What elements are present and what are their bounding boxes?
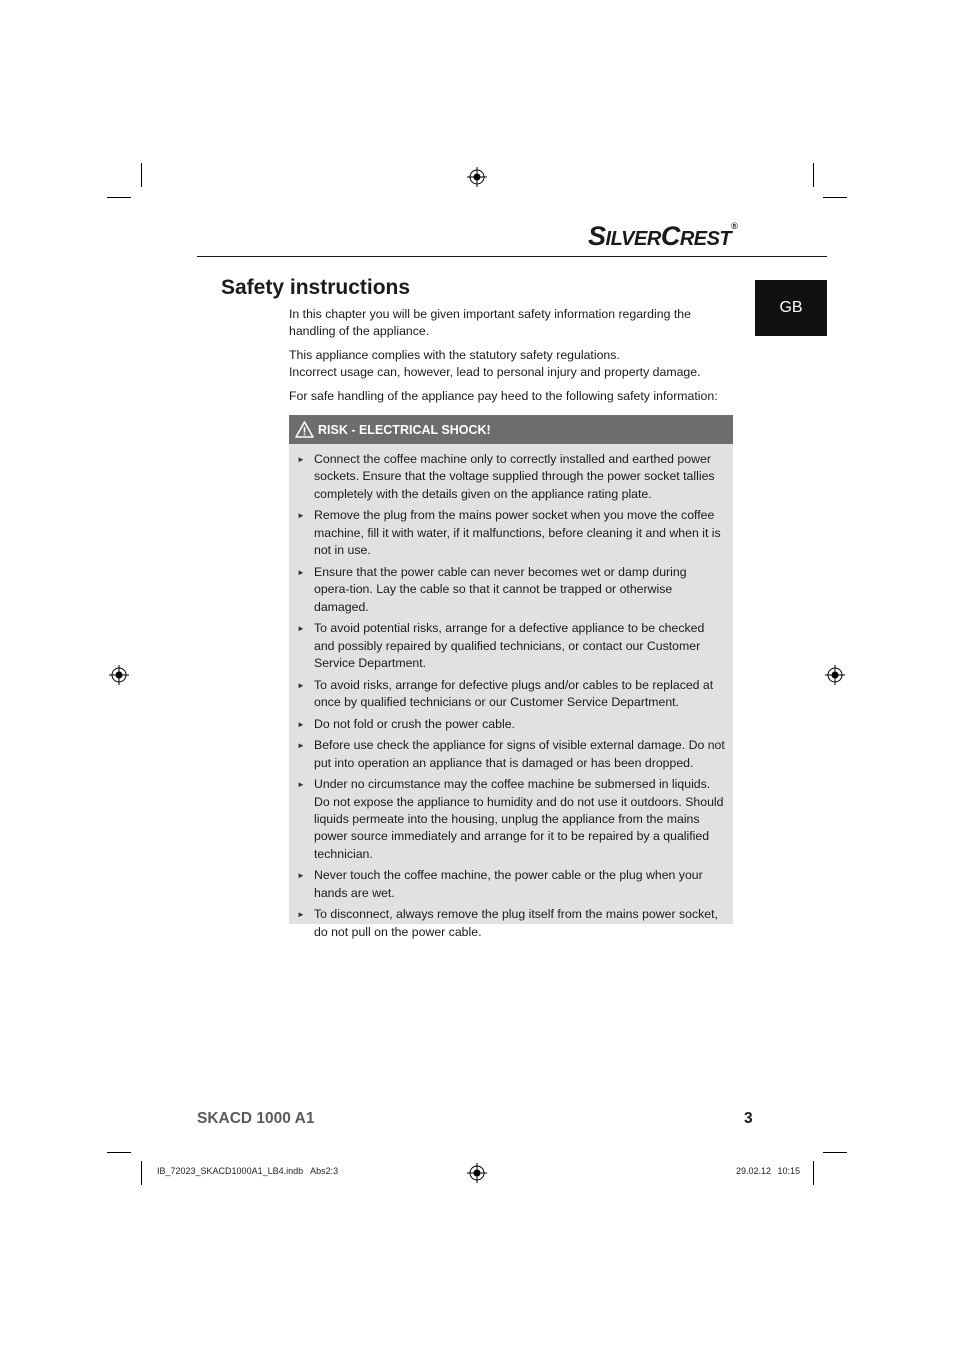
list-item-text: Never touch the coffee machine, the power cable or the plug when your hands are wet.	[314, 868, 703, 900]
crop-mark	[813, 1161, 814, 1185]
page-number: 3	[744, 1110, 753, 1127]
bullet-arrow-icon: ►	[297, 871, 305, 881]
list-item-text: Do not fold or crush the power cable.	[314, 716, 515, 731]
crop-mark	[107, 1152, 131, 1153]
list-item-text: To avoid risks, arrange for defective plugs and/or cables to be replaced at once by qualified technicians or our Customer Service Department.	[314, 677, 714, 710]
bullet-arrow-icon: ►	[297, 624, 305, 634]
crop-mark	[823, 197, 847, 198]
crop-mark	[823, 1152, 847, 1153]
print-slug-file: IB_72023_SKACD1000A1_LB4.indb Abs2:3	[157, 1166, 339, 1176]
list-item	[297, 564, 725, 616]
crop-mark	[141, 163, 142, 187]
list-item-text: Connect the coffee machine only to correctly installed and earthed power sockets. Ensure that the voltage supplied through the power socket tallies completely with the details given on the appliance rating plate.	[314, 452, 715, 501]
bullet-arrow-icon: ►	[297, 910, 305, 920]
warning-heading	[289, 415, 733, 444]
list-item	[297, 620, 725, 672]
page-title: Safety instructions	[221, 276, 411, 299]
registered-mark: ®	[731, 221, 738, 231]
registration-mark-icon	[825, 665, 845, 685]
list-item	[297, 507, 725, 559]
bullet-arrow-icon: ►	[297, 680, 305, 690]
header-rule	[197, 256, 827, 257]
list-item-text: To disconnect, always remove the plug itself from the mains power socket, do not pull on the power cable.	[314, 907, 718, 939]
list-item-text: Under no circumstance may the coffee machine be submersed in liquids. Do not expose the appliance to humidity and do not use it outdoors. Should liquids permeate into the housing, unplug the appliance from the mains power source immediately and arrange for it to be repaired by a qualified technician.	[314, 777, 724, 861]
intro-paragraph: In this chapter you will be given important safety information regarding the handling of the appliance.	[289, 307, 691, 339]
warning-heading-text: RISK - ELECTRICAL SHOCK!	[318, 422, 491, 437]
list-item	[297, 716, 725, 733]
crop-mark	[141, 1161, 142, 1185]
brand-logo	[588, 221, 752, 251]
crop-mark	[107, 197, 131, 198]
registration-mark-icon	[467, 1163, 487, 1183]
list-item-text: Before use check the appliance for signs of visible external damage. Do not put into operation an appliance that is damaged or has been dropped.	[314, 738, 725, 770]
list-item	[297, 677, 725, 712]
list-item-text: Ensure that the power cable can never becomes wet or damp during opera-tion. Lay the cable so that it cannot be trapped or otherwise damaged.	[314, 564, 687, 614]
print-slug-date: 29.02.12 10:15	[736, 1166, 801, 1176]
registration-mark-icon	[109, 665, 129, 685]
logo-letter: S	[588, 221, 606, 251]
list-item	[297, 906, 725, 941]
footer-model: SKACD 1000 A1	[197, 1110, 315, 1127]
logo-text: ILVER	[605, 228, 661, 250]
bullet-arrow-icon: ►	[297, 567, 305, 577]
logo-text: REST	[679, 228, 732, 250]
warning-list	[289, 444, 733, 941]
intro-text	[289, 306, 734, 411]
list-item	[297, 737, 725, 772]
logo-letter: C	[660, 221, 680, 251]
list-item	[297, 776, 725, 863]
list-item	[297, 451, 725, 503]
list-item-text: To avoid potential risks, arrange for a defective appliance to be checked and possibly repaired by qualified technicians, or contact our Customer Service Department.	[314, 621, 705, 671]
warning-box	[289, 415, 733, 939]
list-item-text: Remove the plug from the mains power socket when you move the coffee machine, fill it with water, if it malfunctions, before cleaning it and when it is not in use.	[314, 508, 721, 558]
intro-paragraph: For safe handling of the appliance pay heed to the following safety information:	[289, 388, 718, 403]
registration-mark-icon	[467, 167, 487, 187]
bullet-arrow-icon: ►	[297, 511, 305, 521]
intro-paragraph: This appliance complies with the statutory safety regulations. Incorrect usage can, however, lead to personal injury and property damage.	[289, 347, 701, 380]
language-tab: GB	[755, 280, 827, 336]
bullet-arrow-icon: ►	[297, 455, 305, 464]
warning-triangle-icon	[295, 421, 314, 438]
list-item	[297, 867, 725, 902]
bullet-arrow-icon: ►	[297, 780, 305, 790]
bullet-arrow-icon: ►	[297, 719, 305, 729]
crop-mark	[813, 163, 814, 187]
bullet-arrow-icon: ►	[297, 741, 305, 751]
